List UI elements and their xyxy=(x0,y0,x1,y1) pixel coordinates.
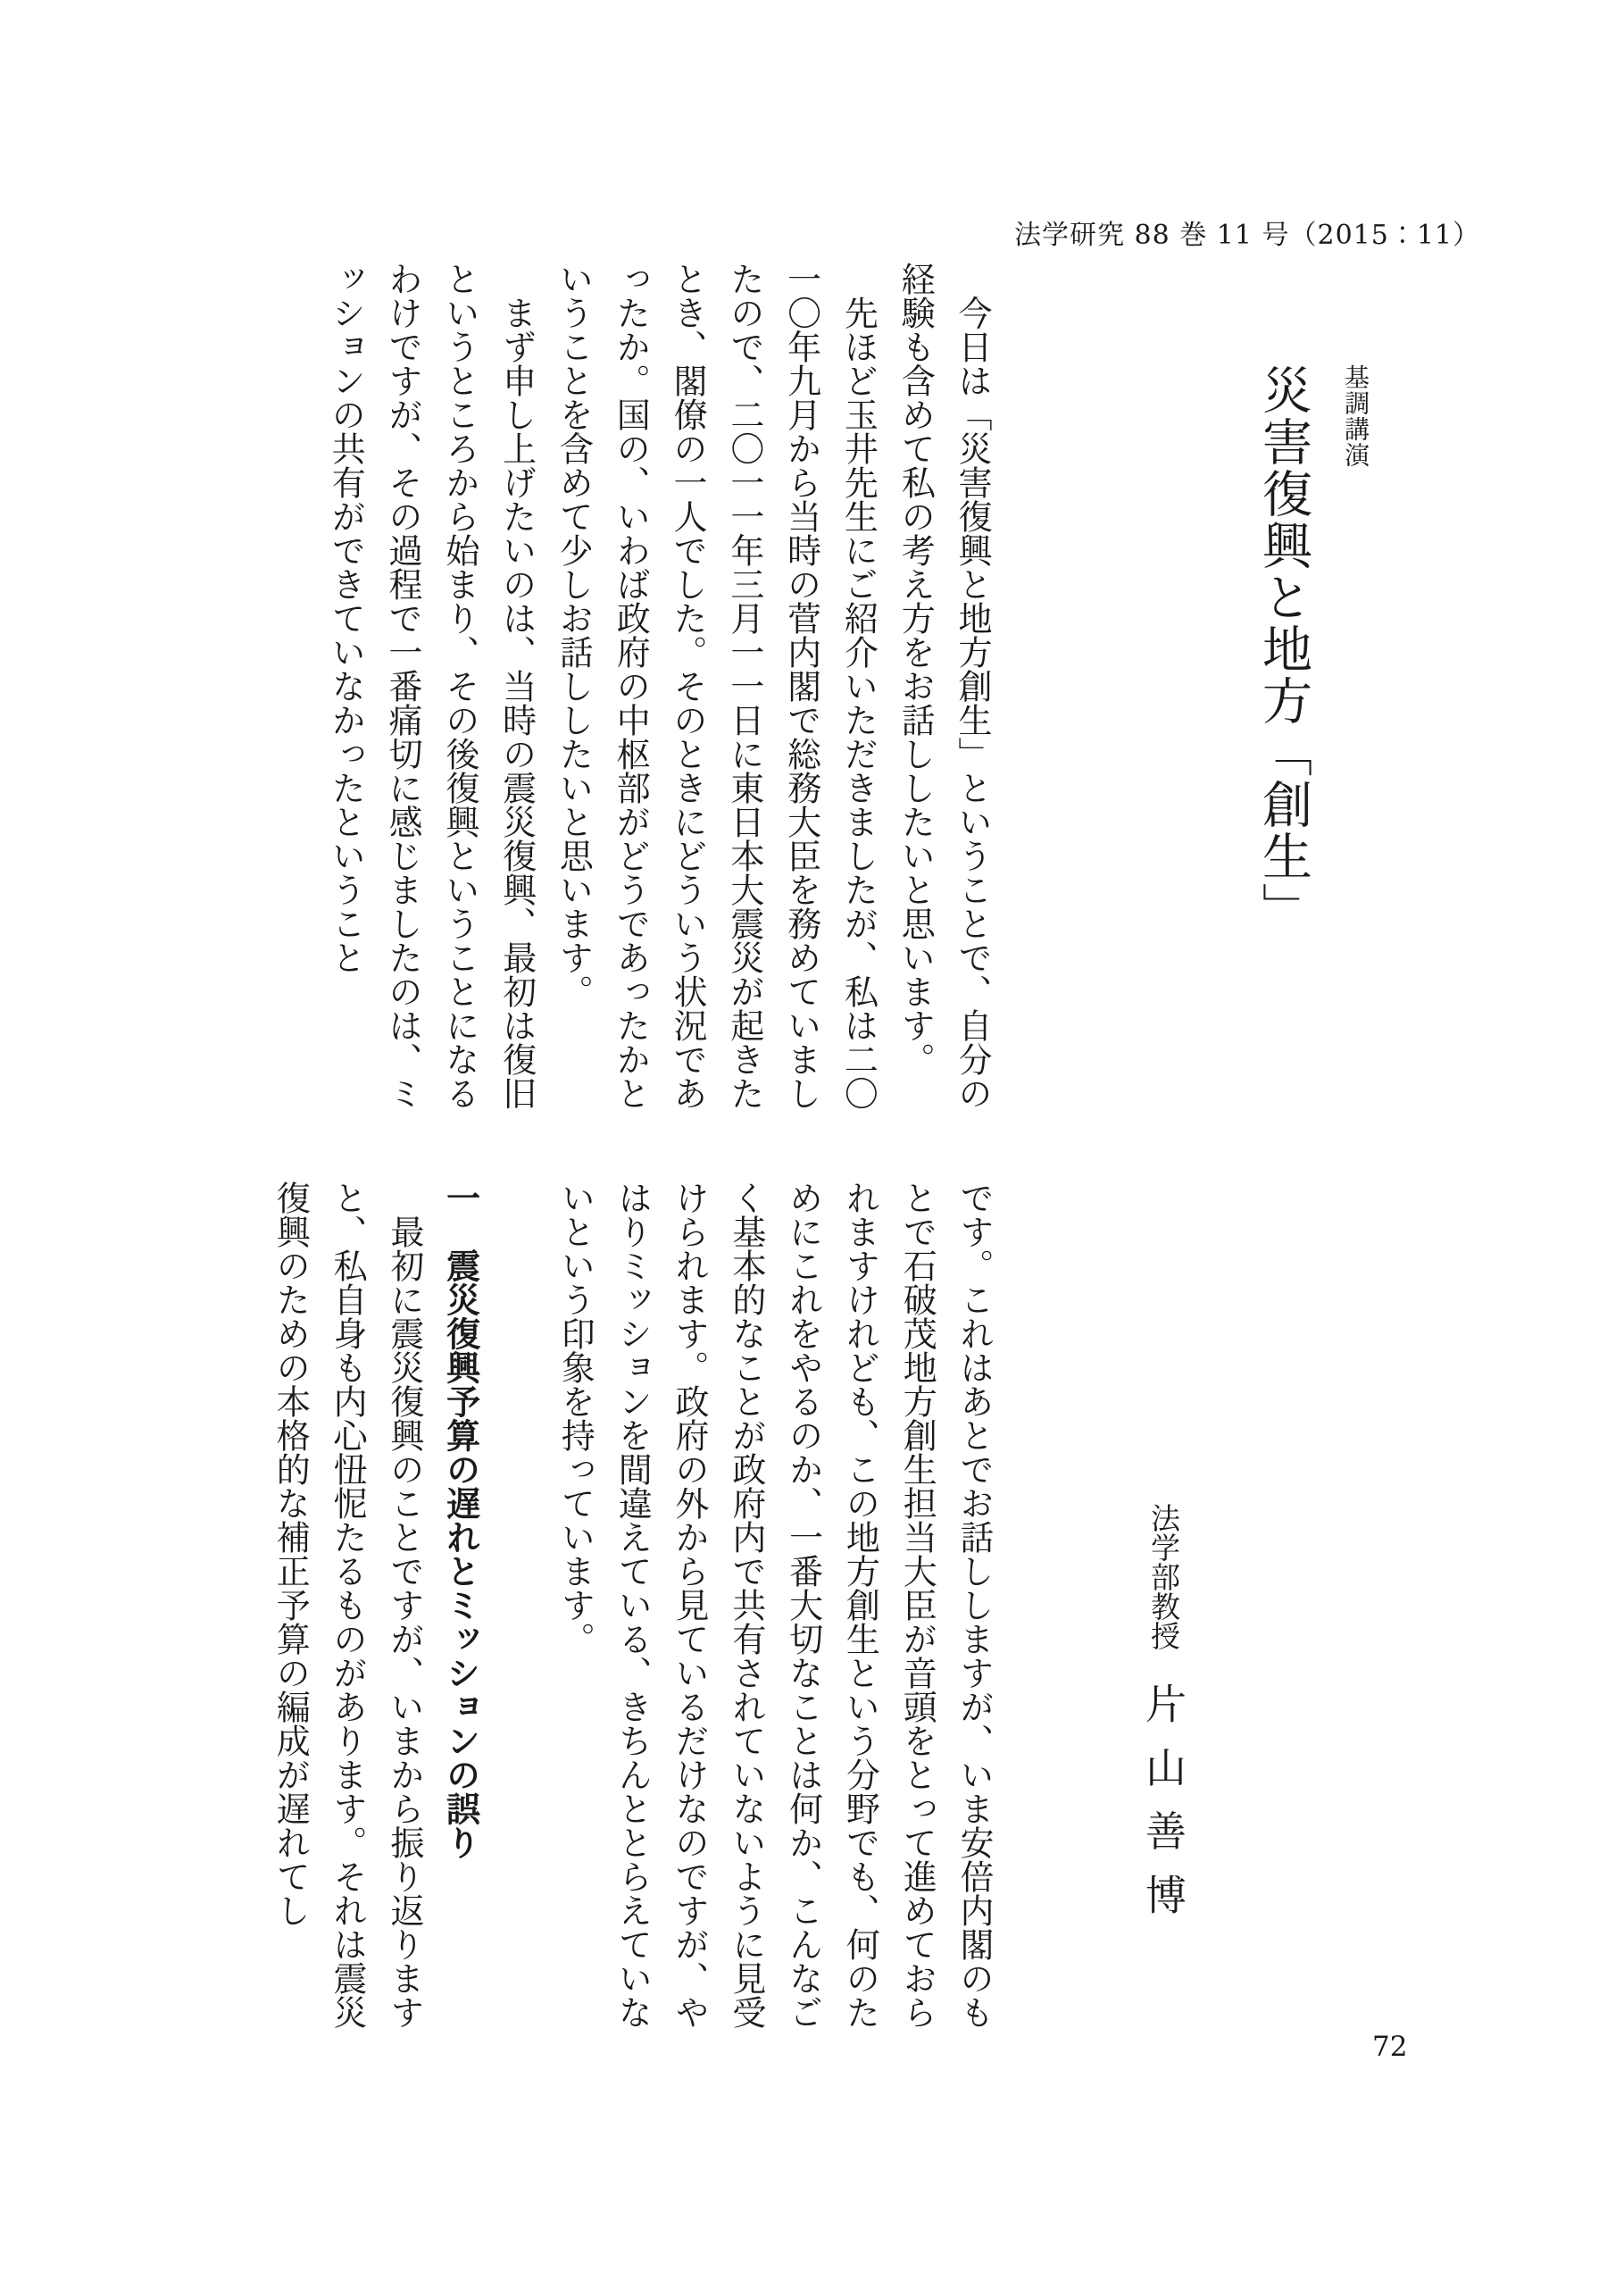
paragraph-1: 今日は「災害復興と地方創生」ということで、自分の経験も含めて私の考え方をお話ししたいと思います。 xyxy=(895,262,992,1110)
author-block xyxy=(1130,1503,1193,2021)
author-name: 片山善博 xyxy=(1139,1682,1187,1938)
affiliation-label: 法学部教授 xyxy=(1146,1503,1181,1650)
paragraph-2: 先ほど玉井先生にご紹介いただきましたが、私は二〇一〇年九月から当時の菅内閣で総務大臣を務めていましたので、二〇一一年三月一一日に東日本大震災が起きたとき、閣僚の一人でした。そのときにどういう状況であったか。国の、いわば政府の中枢部がどうであったかということを含めて少しお話ししたいと思います。 xyxy=(554,262,879,1110)
paragraph-4: 最初に震災復興のことですが、いまから振り返りますと、私自身も内心忸怩たるものがあります。それは震災復興のための本格的な補正予算の編成が遅れてし xyxy=(271,1181,424,2029)
continuation-paragraph: です。これはあとでお話ししますが、いま安倍内閣のもとで石破茂地方創生担当大臣が音頭をとって進めておられますけれども、この地方創生という分野でも、何のためにこれをやるのか、一番大切なことは何か、こんなごく基本的なことが政府内で共有されていないように見受けられます。政府の外から見ているだけなのですが、やはりミッションを間違えている、きちんととらえていないという印象を持っています。 xyxy=(555,1181,994,2029)
section-heading: 一 震災復興予算の遅れとミッションの誤り xyxy=(440,1181,481,1859)
page-title: 災害復興と地方「創生」 xyxy=(1254,364,1312,934)
page-number: 72 xyxy=(1372,2031,1408,2063)
lecture-type-label: 基調講演 xyxy=(1341,364,1370,468)
paragraph-3: まず申し上げたいのは、当時の震災復興、最初は復旧というところから始まり、その後復興ということになるわけですが、その過程で一番痛切に感じましたのは、ミッションの共有ができていなかったということ xyxy=(326,262,537,1110)
body-block-1 xyxy=(257,262,1000,1117)
body-block-2 xyxy=(250,1181,1002,2036)
title-block xyxy=(1241,364,1377,1007)
journal-header: 法学研究 88 巻 11 号（2015：11） xyxy=(1014,220,1481,251)
